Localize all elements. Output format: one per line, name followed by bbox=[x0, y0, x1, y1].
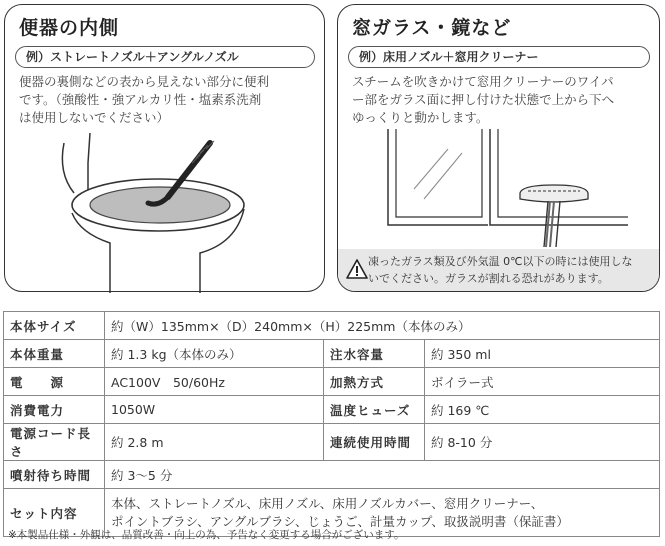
spec-label: 電 源 bbox=[4, 368, 105, 396]
spec-value: 約 2.8 m bbox=[105, 424, 324, 461]
desc-line: は使用しないでください） bbox=[19, 110, 170, 125]
spec-label: 噴射待ち時間 bbox=[4, 461, 105, 489]
spec-value: 約 350 ml bbox=[425, 340, 660, 368]
card-description bbox=[352, 73, 647, 127]
warning-icon bbox=[346, 259, 368, 279]
desc-line: 便器の裏側などの表から見えない部分に便利 bbox=[19, 74, 270, 89]
window-usage-card bbox=[337, 4, 660, 292]
table-row bbox=[4, 424, 660, 461]
spec-table bbox=[3, 311, 660, 537]
example-label: 例）ストレートノズル＋アングルノズル bbox=[15, 46, 315, 68]
table-row bbox=[4, 368, 660, 396]
spec-label: 温度ヒューズ bbox=[324, 396, 425, 424]
desc-line: です。（強酸性・強アルカリ性・塩素系洗剤 bbox=[19, 92, 262, 107]
toilet-illustration bbox=[50, 133, 250, 293]
spec-label: 連続使用時間 bbox=[324, 424, 425, 461]
set-contents-line: 本体、ストレートノズル、床用ノズル、床用ノズルカバー、窓用クリーナー、 bbox=[111, 495, 544, 511]
card-title: 窓ガラス・鏡など bbox=[352, 17, 512, 39]
spec-label: 加熱方式 bbox=[324, 368, 425, 396]
set-contents-line: ポイントブラシ、アングルブラシ、じょうご、計量カップ、取扱説明書（保証書） bbox=[111, 513, 569, 529]
table-row bbox=[4, 312, 660, 340]
example-label: 例）床用ノズル＋窓用クリーナー bbox=[348, 46, 650, 68]
spec-value: ボイラー式 bbox=[425, 368, 660, 396]
spec-value: 約 8-10 分 bbox=[425, 424, 660, 461]
footnote: ※本製品仕様・外観は、品質改善・向上の為、予告なく変更する場合がございます。 bbox=[8, 529, 405, 541]
desc-line: スチームを吹きかけて窓用クリーナーのワイパ bbox=[352, 74, 614, 89]
card-title: 便器の内側 bbox=[19, 17, 120, 39]
spec-label: 消費電力 bbox=[4, 396, 105, 424]
spec-value: 約 1.3 kg（本体のみ） bbox=[105, 340, 324, 368]
table-row bbox=[4, 396, 660, 424]
warning-line: いでください。ガラスが割れる恐れがあります。 bbox=[368, 272, 609, 285]
desc-line: ゆっくりと動かします。 bbox=[352, 110, 489, 125]
warning-line: 凍ったガラス類及び外気温 0℃以下の時には使用しな bbox=[368, 255, 633, 268]
window-illustration bbox=[378, 129, 638, 247]
card-description bbox=[19, 73, 309, 127]
spec-label: 電源コード長さ bbox=[4, 424, 105, 461]
warning-box bbox=[338, 249, 659, 291]
spec-label: 本体重量 bbox=[4, 340, 105, 368]
table-row bbox=[4, 461, 660, 489]
spec-value: 約 169 ℃ bbox=[425, 396, 660, 424]
spec-value: 約 3～5 分 bbox=[105, 461, 660, 489]
desc-line: ー部をガラス面に押し付けた状態で上から下へ bbox=[352, 92, 615, 107]
spec-value: 約（W）135mm×（D）240mm×（H）225mm（本体のみ） bbox=[105, 312, 660, 340]
spec-value: AC100V 50/60Hz bbox=[105, 368, 324, 396]
toilet-usage-card bbox=[4, 4, 325, 292]
warning-text bbox=[368, 253, 648, 287]
spec-value: 1050W bbox=[105, 396, 324, 424]
spec-label: 注水容量 bbox=[324, 340, 425, 368]
table-row bbox=[4, 340, 660, 368]
spec-label: セット内容 bbox=[4, 489, 105, 537]
spec-label: 本体サイズ bbox=[4, 312, 105, 340]
